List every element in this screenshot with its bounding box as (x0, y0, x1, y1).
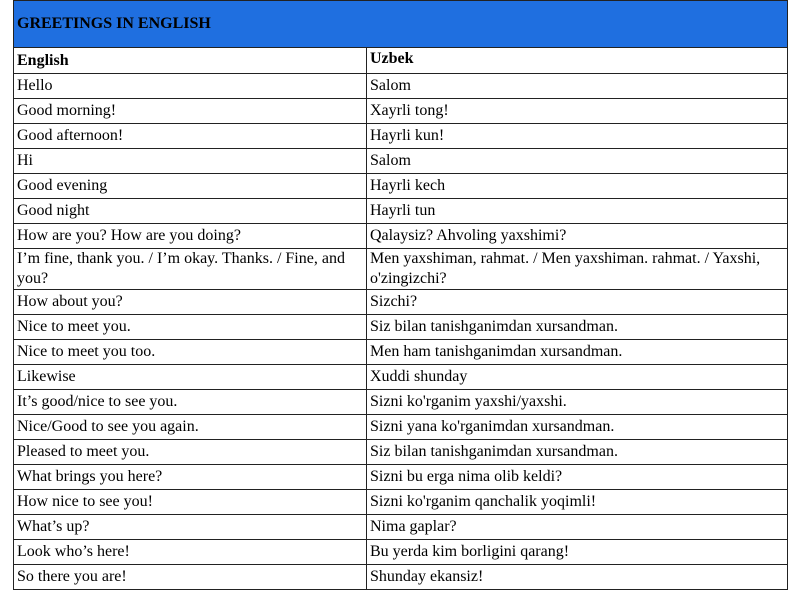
english-phrase-cell: Good morning! (14, 99, 367, 124)
table-row (14, 390, 788, 415)
english-phrase-cell: Look who’s here! (14, 540, 367, 565)
table-row (14, 490, 788, 515)
english-phrase-cell: How nice to see you! (14, 490, 367, 515)
uzbek-translation-cell: Qalaysiz? Ahvoling yaxshimi? (367, 224, 788, 249)
english-phrase-cell: How are you? How are you doing? (14, 224, 367, 249)
greetings-table (13, 0, 788, 590)
uzbek-translation-cell: Salom (367, 149, 788, 174)
english-phrase-cell: What brings you here? (14, 465, 367, 490)
uzbek-translation-cell: Xayrli tong! (367, 99, 788, 124)
english-phrase-cell: So there you are! (14, 565, 367, 590)
table-row (14, 99, 788, 124)
english-phrase-cell: Good afternoon! (14, 124, 367, 149)
uzbek-translation-cell: Hayrli tun (367, 199, 788, 224)
table-row (14, 290, 788, 315)
header-row (14, 48, 788, 74)
table-row (14, 565, 788, 590)
uzbek-translation-cell: Sizni ko'rganim yaxshi/yaxshi. (367, 390, 788, 415)
table-row (14, 540, 788, 565)
english-phrase-cell: Good evening (14, 174, 367, 199)
english-phrase-cell: Nice to meet you. (14, 315, 367, 340)
uzbek-translation-cell: Sizchi? (367, 290, 788, 315)
english-phrase-cell: Likewise (14, 365, 367, 390)
uzbek-translation-cell: Sizni ko'rganim qanchalik yoqimli! (367, 490, 788, 515)
table-row (14, 315, 788, 340)
english-phrase-cell: What’s up? (14, 515, 367, 540)
table-row (14, 74, 788, 99)
table-row (14, 340, 788, 365)
uzbek-translation-cell: Bu yerda kim borligini qarang! (367, 540, 788, 565)
uzbek-translation-cell: Sizni bu erga nima olib keldi? (367, 465, 788, 490)
table-row (14, 224, 788, 249)
english-phrase-cell: I’m fine, thank you. / I’m okay. Thanks. / Fine, and you? (14, 249, 367, 290)
column-header-english: English (14, 48, 367, 74)
uzbek-translation-cell: Salom (367, 74, 788, 99)
uzbek-translation-cell: Hayrli kun! (367, 124, 788, 149)
uzbek-translation-cell: Nima gaplar? (367, 515, 788, 540)
english-phrase-cell: Hello (14, 74, 367, 99)
uzbek-translation-cell: Xuddi shunday (367, 365, 788, 390)
table-row (14, 124, 788, 149)
table-title: GREETINGS IN ENGLISH (14, 1, 788, 48)
title-row (14, 1, 788, 48)
english-phrase-cell: It’s good/nice to see you. (14, 390, 367, 415)
column-header-uzbek: Uzbek (367, 48, 788, 74)
table-row (14, 440, 788, 465)
table-row (14, 174, 788, 199)
uzbek-translation-cell: Men yaxshiman, rahmat. / Men yaxshiman. rahmat. / Yaxshi, o'zingizchi? (367, 249, 788, 290)
table-row (14, 365, 788, 390)
table-row (14, 515, 788, 540)
table-row (14, 149, 788, 174)
uzbek-translation-cell: Hayrli kech (367, 174, 788, 199)
table-row (14, 415, 788, 440)
uzbek-translation-cell: Men ham tanishganimdan xursandman. (367, 340, 788, 365)
uzbek-translation-cell: Shunday ekansiz! (367, 565, 788, 590)
uzbek-translation-cell: Siz bilan tanishganimdan xursandman. (367, 315, 788, 340)
english-phrase-cell: Hi (14, 149, 367, 174)
table-row (14, 249, 788, 290)
table-row (14, 199, 788, 224)
english-phrase-cell: Nice/Good to see you again. (14, 415, 367, 440)
english-phrase-cell: Good night (14, 199, 367, 224)
english-phrase-cell: How about you? (14, 290, 367, 315)
table-row (14, 465, 788, 490)
english-phrase-cell: Nice to meet you too. (14, 340, 367, 365)
english-phrase-cell: Pleased to meet you. (14, 440, 367, 465)
table-body (14, 74, 788, 590)
uzbek-translation-cell: Siz bilan tanishganimdan xursandman. (367, 440, 788, 465)
uzbek-translation-cell: Sizni yana ko'rganimdan xursandman. (367, 415, 788, 440)
